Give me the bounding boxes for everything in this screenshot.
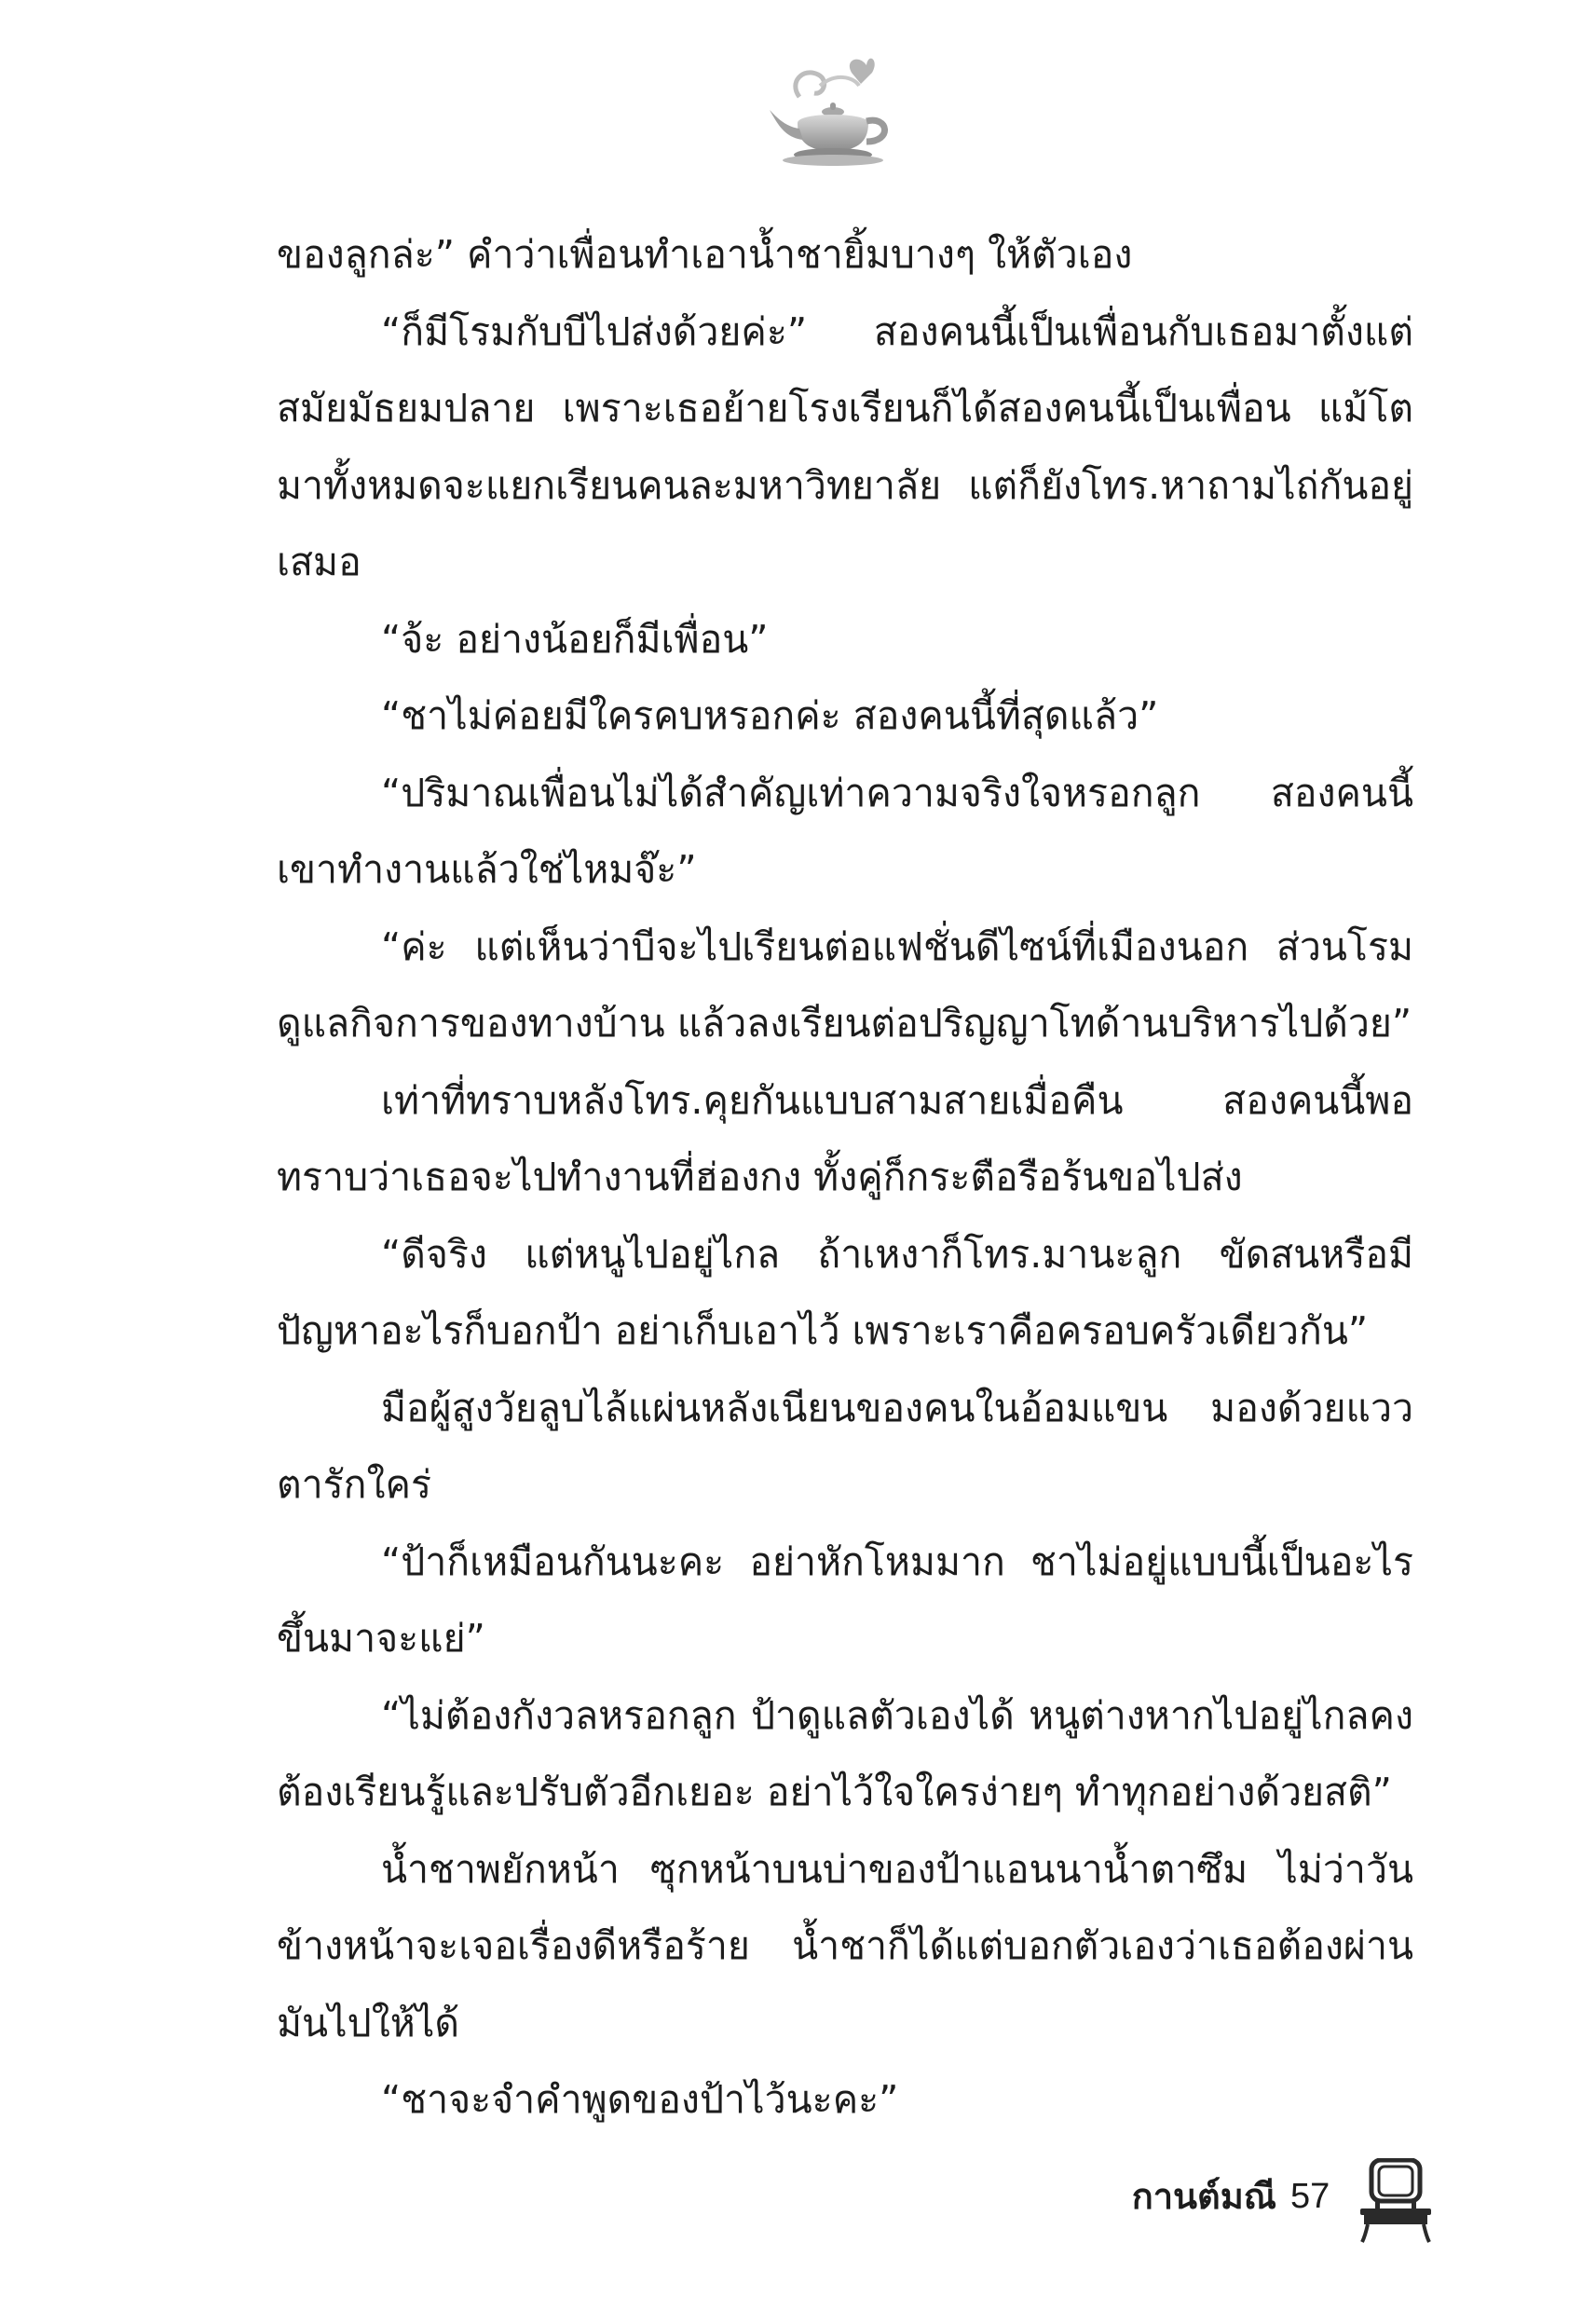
body-paragraph: “จ้ะ อย่างน้อยก็มีเพื่อน” — [381, 616, 769, 662]
page-number: 57 — [1290, 2177, 1330, 2216]
body-paragraph: “ป้าก็เหมือนกันนะคะ อย่าหักโหมมาก ชาไม่อยู่แบบนี้เป็นอะไรขึ้นมาจะแย่” — [277, 1538, 1413, 1661]
body-paragraph: “ไม่ต้องกังวลหรอกลูก ป้าดูแลตัวเองได้ หนูต่างหากไปอยู่ไกลคงต้องเรียนรู้และปรับตัวอีกเยอะ อย่าไว้ใจใครง่ายๆ ทำทุกอย่างด้วยสติ” — [277, 1692, 1413, 1814]
body-paragraph: มือผู้สูงวัยลูบไล้แผ่นหลังเนียนของคนในอ้อมแขน มองด้วยแววตารักใคร่ — [277, 1385, 1413, 1507]
body-paragraph: “ก็มีโรมกับบีไปส่งด้วยค่ะ” สองคนนี้เป็นเพื่อนกับเธอมาตั้งแต่สมัยมัธยมปลาย เพราะเธอย้ายโรงเรียนก็ได้สองคนนี้เป็นเพื่อน แม้โตมาทั้งหมดจะแยกเรียนคนละมหาวิทยาลัย แต่ก็ยังโทร.หาถามไถ่กันอยู่เสมอ — [277, 308, 1413, 584]
vanity-table-icon — [1358, 2158, 1433, 2244]
body-paragraph: “ปริมาณเพื่อนไม่ได้สำคัญเท่าความจริงใจหรอกลูก สองคนนี้เขาทำงานแล้วใช่ไหมจ๊ะ” — [277, 770, 1413, 892]
body-text — [277, 216, 1413, 2139]
body-paragraph: น้ำชาพยักหน้า ซุกหน้าบนบ่าของป้าแอนนาน้ำตาซึม ไม่ว่าวันข้างหน้าจะเจอเรื่องดีหรือร้าย น้ำชาก็ได้แต่บอกตัวเองว่าเธอต้องผ่านมันไปให้ได้ — [277, 1846, 1413, 2045]
body-paragraph: “ชาไม่ค่อยมีใครคบหรอกค่ะ สองคนนี้ที่สุดแล้ว” — [381, 693, 1159, 738]
book-title: กานต์มณี — [1131, 2176, 1276, 2217]
body-paragraph: “ชาจะจำคำพูดของป้าไว้นะคะ” — [381, 2077, 899, 2122]
body-paragraph: “ค่ะ แต่เห็นว่าบีจะไปเรียนต่อแฟชั่นดีไซน์ที่เมืองนอก ส่วนโรมดูแลกิจการของทางบ้าน แล้วลงเรียนต่อปริญญาโทด้านบริหารไปด้วย” — [277, 923, 1413, 1046]
body-paragraph: “ดีจริง แต่หนูไปอยู่ไกล ถ้าเหงาก็โทร.มานะลูก ขัดสนหรือมีปัญหาอะไรก็บอกป้า อย่าเก็บเอาไว้ เพราะเราคือครอบครัวเดียวกัน” — [277, 1231, 1413, 1353]
body-paragraph: เท่าที่ทราบหลังโทร.คุยกันแบบสามสายเมื่อคืน สองคนนี้พอทราบว่าเธอจะไปทำงานที่ฮ่องกง ทั้งคู่ก็กระตือรือร้นขอไปส่ง — [277, 1077, 1413, 1199]
body-paragraph: ของลูกล่ะ” คำว่าเพื่อนทำเอาน้ำชายิ้มบางๆ ให้ตัวเอง — [277, 232, 1133, 277]
page-footer — [1062, 2158, 1453, 2251]
teapot-heart-ornament-icon — [762, 54, 902, 171]
